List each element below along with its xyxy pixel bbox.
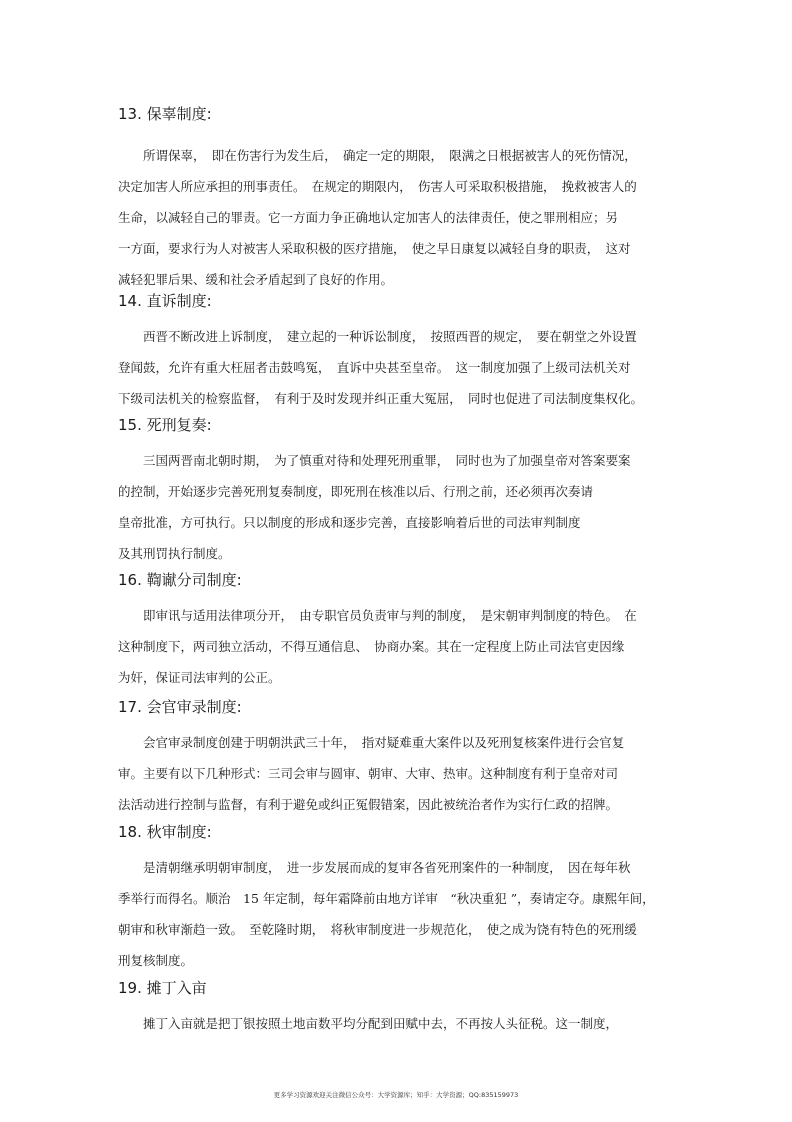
- section-heading: 16. 鞫谳分司制度:: [118, 571, 242, 589]
- page-footer: 更多学习资源欢迎关注微信公众号：大学资源库；知乎：大学资源；QQ:835159973: [273, 1091, 519, 1099]
- section-tanding-rumu: [118, 978, 678, 1039]
- paragraph-line: 决定加害人所应承担的刑事责任。 在规定的期限内， 伤害人可采取积极措施， 挽救被害人的: [118, 179, 637, 194]
- section-baogu: [118, 104, 678, 295]
- paragraph-line: 皇帝批准，方可执行。只以制度的形成和逐步完善，直接影响着后世的司法审判制度: [118, 515, 581, 530]
- paragraph-line: 生命，以减轻自己的罪责。它一方面力争正确地认定加害人的法律责任，使之罪刑相应；另: [118, 210, 619, 225]
- section-heading: 19. 摊丁入亩: [118, 979, 207, 997]
- paragraph-line: 减轻犯罪后果、缓和社会矛盾起到了良好的作用。: [118, 272, 394, 287]
- paragraph-line: 审。主要有以下几种形式：三司会审与圆审、朝审、大审、热审。这种制度有利于皇帝对司: [118, 766, 619, 781]
- paragraph-line: 的控制，开始逐步完善死刑复奏制度，即死刑在核准以后、行刑之前，还必须再次奏请: [118, 484, 594, 499]
- section-qiushen: [118, 822, 678, 976]
- section-juyan-fensi: [118, 570, 678, 693]
- paragraph-line: 摊丁入亩就是把丁银按照土地亩数平均分配到田赋中去，不再按人头征税。这一制度，: [118, 1016, 619, 1031]
- paragraph-line: 朝审和秋审渐趋一致。 至乾隆时期， 将秋审制度进一步规范化， 使之成为饶有特色的死刑缓: [118, 922, 637, 937]
- paragraph-line: 一方面，要求行为人对被害人采取积极的医疗措施， 使之早日康复以减轻自身的职责， 这对: [118, 241, 631, 256]
- paragraph-line: 法活动进行控制与监督，有利于避免或纠正冤假错案，因此被统治者作为实行仁政的招牌。: [118, 797, 619, 812]
- paragraph-line: 会官审录制度创建于明朝洪武三十年， 指对疑难重大案件以及死刑复核案件进行会官复: [118, 735, 625, 750]
- section-sixing-fuzou: [118, 415, 678, 569]
- section-heading: 18. 秋审制度:: [118, 823, 212, 841]
- section-huiguan-shenlu: [118, 697, 678, 820]
- paragraph-line: 下级司法机关的检察监督， 有利于及时发现并纠正重大冤屈， 同时也促进了司法制度集权化。: [118, 391, 644, 406]
- section-heading: 17. 会官审录制度:: [118, 698, 242, 716]
- section-heading: 13. 保辜制度:: [118, 105, 212, 123]
- paragraph-line: 所谓保辜， 即在伤害行为发生后， 确定一定的期限， 限满之日根据被害人的死伤情况，: [118, 148, 637, 163]
- section-zhisu: [118, 291, 678, 414]
- paragraph-line: 及其刑罚执行制度。: [118, 546, 231, 561]
- paragraph-line: 登闻鼓，允许有重大枉屈者击鼓鸣冤， 直诉中央甚至皇帝。 这一制度加强了上级司法机关对: [118, 360, 631, 375]
- paragraph-line: 为奸，保证司法审判的公正。: [118, 670, 281, 685]
- paragraph-line: 西晋不断改进上诉制度， 建立起的一种诉讼制度， 按照西晋的规定， 要在朝堂之外设置: [118, 329, 637, 344]
- section-heading: 15. 死刑复奏:: [118, 416, 212, 434]
- paragraph-line: 刑复核制度。: [118, 953, 194, 968]
- section-heading: 14. 直诉制度:: [118, 292, 212, 310]
- paragraph-line: 季举行而得名。顺治 15 年定制，每年霜降前由地方详审 “秋决重犯 ”，奏请定夺。康熙年间，: [118, 891, 655, 906]
- paragraph-line: 是清朝继承明朝审制度， 进一步发展而成的复审各省死刑案件的一种制度， 因在每年秋: [118, 860, 631, 875]
- paragraph-line: 即审讯与适用法律项分开， 由专职官员负责审与判的制度， 是宋朝审判制度的特色。 在: [118, 608, 637, 623]
- paragraph-line: 这种制度下，两司独立活动，不得互通信息、 协商办案。其在一定程度上防止司法官吏因缘: [118, 639, 625, 654]
- paragraph-line: 三国两晋南北朝时期， 为了慎重对待和处理死刑重罪， 同时也为了加强皇帝对答案要案: [118, 453, 631, 468]
